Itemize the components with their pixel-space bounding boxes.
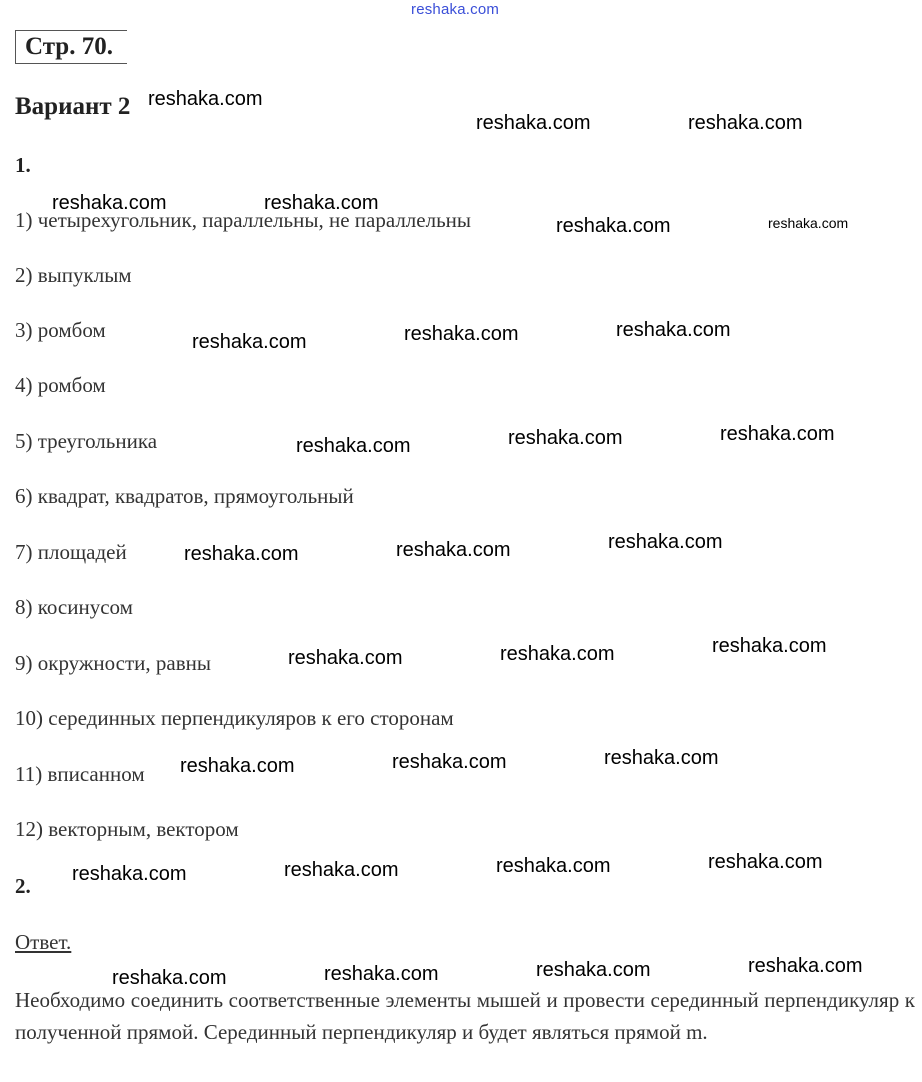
watermark: reshaka.com	[112, 967, 227, 989]
answer-item-1: 1) четырехугольник, параллельны, не параллельны	[15, 208, 472, 232]
watermark: reshaka.com	[748, 955, 863, 977]
answer-item-4: 4) ромбом	[15, 373, 106, 397]
watermark: reshaka.com	[496, 855, 611, 877]
watermark: reshaka.com	[52, 192, 167, 214]
answer-item-10: 10) серединных перпендикуляров к его сторонам	[15, 706, 454, 730]
answer-item-2: 2) выпуклым	[15, 263, 132, 287]
answer-item-12: 12) векторным, вектором	[15, 817, 239, 841]
answer-item-8: 8) косинусом	[15, 595, 133, 619]
page-label: Стр. 70.	[25, 33, 113, 60]
answer-item-6: 6) квадрат, квадратов, прямоугольный	[15, 484, 354, 508]
answer-paragraph: Необходимо соединить соответственные элементы мышей и провести серединный перпендикуляр к полученной прямой. Серединный перпендикуляр и будет являться прямой m.	[15, 988, 915, 1044]
variant-title: Вариант 2	[15, 93, 131, 120]
watermark: reshaka.com	[288, 647, 403, 669]
watermark: reshaka.com	[536, 959, 651, 981]
answer-label: Ответ.	[15, 930, 72, 954]
watermark: reshaka.com	[184, 543, 299, 565]
watermark: reshaka.com	[324, 963, 439, 985]
watermark: reshaka.com	[508, 427, 623, 449]
watermark: reshaka.com	[72, 863, 187, 885]
watermark: reshaka.com	[192, 331, 307, 353]
answer-item-7: 7) площадей	[15, 540, 127, 564]
watermark: reshaka.com	[768, 215, 849, 231]
watermark: reshaka.com	[708, 851, 823, 873]
watermark: reshaka.com	[688, 112, 803, 134]
watermark: reshaka.com	[180, 755, 295, 777]
watermark: reshaka.com	[148, 88, 263, 110]
site-watermark-link[interactable]: reshaka.com	[411, 1, 500, 18]
answer-item-11: 11) вписанном	[15, 762, 145, 786]
watermark: reshaka.com	[556, 215, 671, 237]
task-2-number: 2.	[15, 874, 31, 898]
watermark: reshaka.com	[616, 319, 731, 341]
watermark: reshaka.com	[608, 531, 723, 553]
watermark: reshaka.com	[720, 423, 835, 445]
task-1-number: 1.	[15, 153, 31, 177]
answer-item-9: 9) окружности, равны	[15, 651, 211, 675]
answer-item-3: 3) ромбом	[15, 318, 106, 342]
watermark: reshaka.com	[476, 112, 591, 134]
watermark: reshaka.com	[392, 751, 507, 773]
watermark: reshaka.com	[712, 635, 827, 657]
watermark: reshaka.com	[404, 323, 519, 345]
watermark: reshaka.com	[264, 192, 379, 214]
watermark: reshaka.com	[284, 859, 399, 881]
watermark: reshaka.com	[396, 539, 511, 561]
watermark: reshaka.com	[604, 747, 719, 769]
watermark: reshaka.com	[296, 435, 411, 457]
answer-item-5: 5) треугольника	[15, 429, 158, 453]
watermark: reshaka.com	[500, 643, 615, 665]
